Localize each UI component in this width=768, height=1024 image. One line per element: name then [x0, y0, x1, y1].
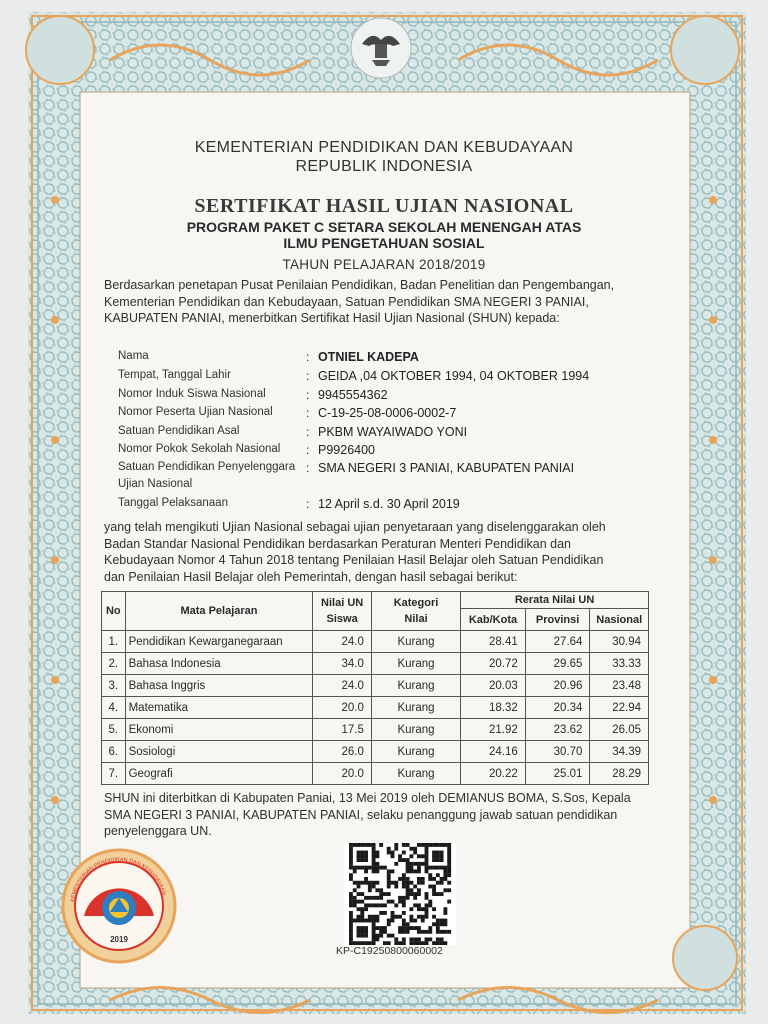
col-average: Rerata Nilai UN	[461, 592, 649, 609]
col-no: No	[102, 592, 126, 631]
qr-code-number: KP-C19250800060002	[336, 945, 443, 957]
garuda-emblem-icon	[351, 18, 411, 78]
exam-number-label: Nomor Peserta Ujian Nasional	[118, 406, 273, 418]
closing-paragraph: SHUN ini diterbitkan di Kabupaten Paniai, 13 Mei 2019 oleh DEMIANUS BOMA, S.Sos, Kepala SMA NEGERI 3 PANIAI, KABUPATEN PANIAI, selaku penanggung jawab satuan pendidikan penyelenggara UN.	[104, 791, 631, 838]
table-row: 6. Sosiologi 26.0 Kurang 24.16 30.70 34.39	[102, 741, 649, 763]
birth-value: GEIDA ,04 OKTOBER 1994, 04 OKTOBER 1994	[318, 369, 590, 383]
svg-text:2019: 2019	[110, 935, 128, 944]
table-row: 1. Pendidikan Kewarganegaraan 24.0 Kurang 28.41 27.64 30.94	[102, 631, 649, 653]
col-score: Nilai UN Siswa	[313, 592, 371, 631]
organizer-value: SMA NEGERI 3 PANIAI, KABUPATEN PANIAI	[318, 461, 575, 475]
col-subject: Mata Pelajaran	[125, 592, 313, 631]
col-district: Kab/Kota	[461, 609, 526, 631]
nisn-value: 9945554362	[318, 388, 388, 402]
table-row: 7. Geografi 20.0 Kurang 20.22 25.01 28.29	[102, 763, 649, 785]
col-national: Nasional	[590, 609, 649, 631]
col-category: Kategori Nilai	[371, 592, 460, 631]
organizer-label-line2: Ujian Nasional	[118, 478, 193, 490]
origin-school-value: PKBM WAYAIWADO YONI	[318, 425, 468, 439]
intro-paragraph: Berdasarkan penetapan Pusat Penilaian Pendidikan, Badan Penelitian dan Pengembangan, Kementerian Pendidikan dan Kebudayaan, Satuan Pendidikan SMA NEGERI 3 PANIAI, KABUPATEN PANIAI, menerbitkan Sertifikat Hasil Ujian Nasional (SHUN) kepada:	[104, 278, 615, 325]
table-row: 4. Matematika 20.0 Kurang 18.32 20.34 22.94	[102, 697, 649, 719]
npsn-label: Nomor Pokok Sekolah Nasional	[118, 443, 281, 455]
student-name: OTNIEL KADEPA	[318, 350, 419, 364]
svg-text:KEMENTERIAN PENDIDIKAN DAN KEB: KEMENTERIAN PENDIDIKAN DAN KEBUDAYAAN	[70, 856, 167, 903]
exam-number-value: C-19-25-08-0006-0002-7	[318, 406, 457, 420]
nisn-label: Nomor Induk Siswa Nasional	[118, 388, 266, 400]
birth-label: Tempat, Tanggal Lahir	[118, 369, 231, 381]
origin-school-label: Satuan Pendidikan Asal	[118, 425, 240, 437]
ministry-title-line1: KEMENTERIAN PENDIDIKAN DAN KEBUDAYAAN	[194, 139, 574, 156]
organizer-label: Satuan Pendidikan Penyelenggara	[118, 461, 296, 473]
ministry-title-line2: REPUBLIK INDONESIA	[295, 158, 473, 175]
col-province: Provinsi	[525, 609, 590, 631]
ministry-seal	[44, 846, 194, 966]
academic-year: TAHUN PELAJARAN 2018/2019	[282, 257, 486, 272]
qr-code	[344, 843, 456, 945]
name-label: Nama	[118, 350, 149, 362]
table-row: 2. Bahasa Indonesia 34.0 Kurang 20.72 29.65 33.33	[102, 653, 649, 675]
table-row: 3. Bahasa Inggris 24.0 Kurang 20.03 20.96 23.48	[102, 675, 649, 697]
major-title: ILMU PENGETAHUAN SOSIAL	[283, 235, 485, 251]
npsn-value: P9926400	[318, 443, 376, 457]
certificate-title: SERTIFIKAT HASIL UJIAN NASIONAL	[194, 195, 574, 217]
grades-table	[101, 591, 649, 785]
program-title: PROGRAM PAKET C SETARA SEKOLAH MENENGAH ATAS	[186, 219, 582, 235]
certificate-page: KEMENTERIAN PENDIDIKAN DAN KEBUDAYAAN REPUBLIK INDONESIA SERTIFIKAT HASIL UJIAN NASIONAL PROGRAM PAKET C SETARA SEKOLAH MENENGAH ATAS ILMU PENGETAHUAN SOSIAL TAHUN PELAJARAN 2018/2019 Berdasarkan penetapan Pusat Penilaian Pendidikan, Badan Penelitian dan Pengembangan, Kementerian Pendidikan dan Kebudayaan, Satuan Pendidikan SMA NEGERI 3 PANIAI, KABUPATEN PANIAI, menerbitkan Sertifikat Hasil Ujian Nasional (SHUN) kepada: Nama : OTNIEL KADEPA Tempat, Tanggal Lahir : GEIDA ,04 OKTOBER 1994, 04 OKTOBER 1994 Nomor Induk Siswa Nasional : 9945554362 Nomor Peserta Ujian Nasional : C-19-25-08-0006-0002-7 Satuan Pendidikan Asal : PKBM WAYAIWADO YONI Nomor Pokok Sekolah Nasional : P9926400 Satuan Pendidikan Penyelenggara Ujian Nasional : SMA NEGERI 3 PANIAI, KABUPATEN PANIAI Tanggal Pelaksanaan : 12 April s.d. 30 April 2019 yang telah mengikuti Ujian Nasional sebagai ujian penyetaraan yang diselenggarakan oleh Badan Standar Nasional Pendidikan berdasarkan Peraturan Menteri Pendidikan dan Kebudayaan Nomor 4 Tahun 2018 tentang Penilaian Hasil Belajar oleh Satuan Pendidikan dan Penilaian Hasil Belajar oleh Pemerintah, dengan hasil sebagai berikut: No Mata Pelajaran Nilai UN Siswa Kategori Nilai Rerata Nilai UN Kab/Kota Provinsi Nasional 1. Pendidikan Kewarganegaraan 24.0 Kurang 28.41 27.64 30.94 2. Bahasa Indonesia 34.0 Kurang 20.72 29.65 33.33 3. Bahasa Inggris 24.0 Kurang 20.03 20.96 23.48 4. Matematika 20.0 Kurang 18.32 20.34 22.94 5. Ekonomi 17.5 Kurang 21.92 23.62 26.05 6. Sosiologi 26.0 Kurang 24.16 30.70 34.39 7. Geografi 20.0 Kurang 20.22 25.01 28.29 SHUN ini diterbitkan di Kabupaten Paniai, 13 Mei 2019 oleh DEMIANUS BOMA, S.Sos, Kepala SMA NEGERI 3 PANIAI, KABUPATEN PANIAI, selaku penanggung jawab satuan pendidikan penyelenggara UN. 2019 KEMENTERIAN PENDIDIKAN DAN KEBUDAYAAN KP-C19250800060002	[0, 0, 768, 1024]
table-row: 5. Ekonomi 17.5 Kurang 21.92 23.62 26.05	[102, 719, 649, 741]
exam-date-value: 12 April s.d. 30 April 2019	[318, 497, 460, 511]
statement-paragraph: yang telah mengikuti Ujian Nasional sebagai ujian penyetaraan yang diselenggarakan oleh Badan Standar Nasional Pendidikan berdasarkan Peraturan Menteri Pendidikan dan Kebudayaan Nomor 4 Tahun 2018 tentang Penilaian Hasil Belajar oleh Satuan Pendidikan dan Penilaian Hasil Belajar oleh Pemerintah, dengan hasil sebagai berikut:	[104, 520, 606, 584]
exam-date-label: Tanggal Pelaksanaan	[118, 497, 228, 509]
